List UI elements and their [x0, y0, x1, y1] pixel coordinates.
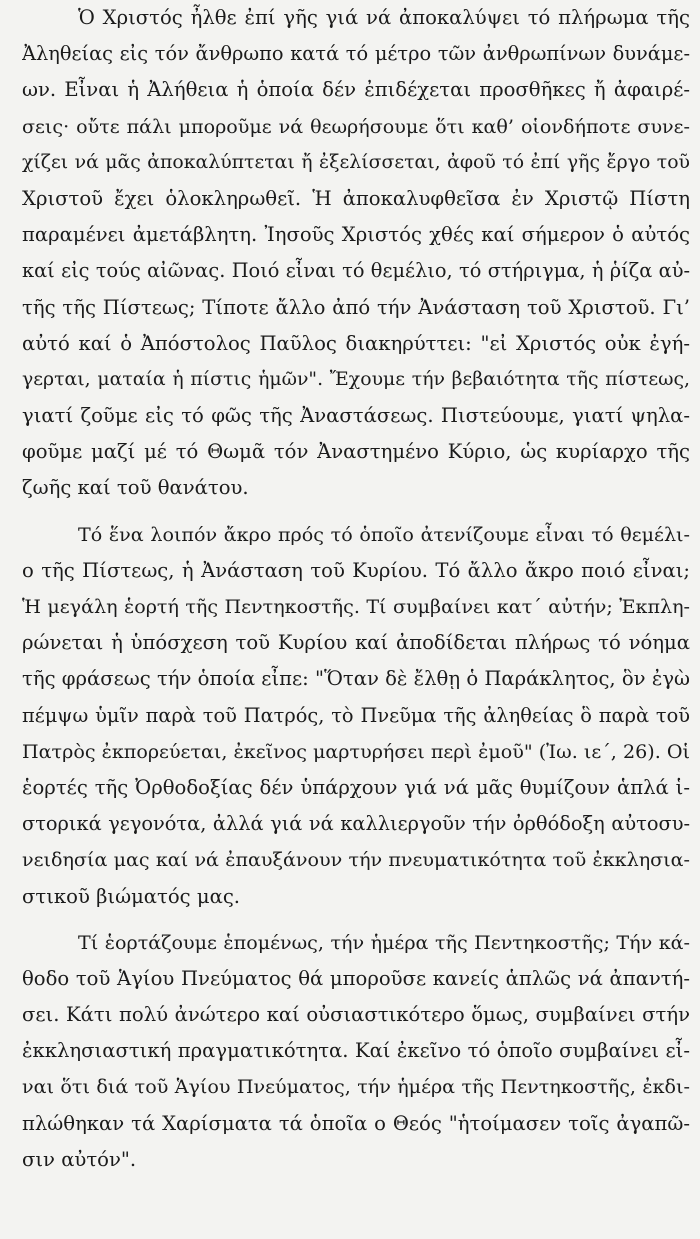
text-line: σιν αὐτόν". [22, 1147, 137, 1171]
text-line: σει. Κάτι πολύ ἀνώτερο καί οὐσιαστικότερο ὅμως, συμβαίνει στήν [22, 1003, 690, 1027]
text-line: Τό ἕνα λοιπόν ἄκρο πρός τό ὁποῖο ἀτενίζουμε εἶναι τό θεμέλι- [78, 522, 690, 546]
text-line: Τί ἑορτάζουμε ἑπομένως, τήν ἡμέρα τῆς Πεντηκοστῆς; Τήν κά- [78, 930, 690, 954]
text-line: γερται, ματαία ἡ πίστις ἡμῶν". Ἔχουμε τήν βεβαιότητα τῆς πίστεως, [22, 368, 690, 390]
text-line: ζωῆς καί τοῦ θανάτου. [22, 476, 249, 500]
text-line: ἐκκλησιαστική πραγματικότητα. Καί ἐκεῖνο τό ὁποῖο συμβαίνει εἶ- [22, 1039, 690, 1063]
text-line: ο τῆς Πίστεως, ἡ Ἀνάσταση τοῦ Κυρίου. Τό ἄλλο ἄκρο ποιό εἶναι; [22, 558, 690, 582]
text-line: στικοῦ βιώματός μας. [22, 884, 241, 908]
text-line: ρώνεται ἡ ὑπόσχεση τοῦ Κυρίου καί ἀποδίδεται πλήρως τό νόημα [22, 631, 690, 655]
paragraph-3 [22, 925, 690, 1178]
text-line: παραμένει ἀμετάβλητη. Ἰησοῦς Χριστός χθές καί σήμερον ὁ αὐτός [22, 223, 690, 247]
text-line: πλώθηκαν τά Χαρίσματα τά ὁποῖα ο Θεός "ἡτοίμασεν τοῖς ἀγαπῶ- [22, 1111, 690, 1135]
text-line: Ὁ Χριστός ἦλθε ἐπί γῆς γιά νά ἀποκαλύψει τό πλήρωμα τῆς [78, 6, 690, 29]
text-line: καί εἰς τούς αἰῶνας. Ποιό εἶναι τό θεμέλιο, τό στήριγμα, ἡ ῥίζα αὐ- [22, 259, 690, 283]
text-line: πέμψω ὑμῖν παρὰ τοῦ Πατρός, τὸ Πνεῦμα τῆς ἀληθείας ὃ παρὰ τοῦ [22, 703, 690, 727]
text-line: θοδο τοῦ Ἁγίου Πνεύματος θά μποροῦσε κανείς ἁπλῶς νά ἀπαντή- [22, 966, 690, 990]
text-line: γιατί ζοῦμε εἰς τό φῶς τῆς Ἀναστάσεως. Πιστεύουμε, γιατί ψηλα- [22, 404, 690, 428]
text-line: Πατρὸς ἐκπορεύεται, ἐκεῖνος μαρτυρήσει περὶ ἐμοῦ" (Ἰω. ιε΄, 26). Οἱ [22, 739, 690, 763]
text-line: ων. Εἶναι ἡ Ἀλήθεια ἡ ὁποία δέν ἐπιδέχεται προσθῆκες ἤ ἀφαιρέ- [22, 78, 690, 102]
text-line: χίζει νά μᾶς ἀποκαλύπτεται ἤ ἐξελίσσεται, ἀφοῦ τό ἐπί γῆς ἔργο τοῦ [22, 151, 690, 173]
text-line: στορικά γεγονότα, ἀλλά γιά νά καλλιεργοῦν τήν ὀρθόδοξη αὐτοσυ- [22, 812, 690, 836]
paragraph-1 [22, 0, 690, 507]
text-line: νειδησία μας καί νά ἐπαυξάνουν τήν πνευματικότητα τοῦ ἐκκλησια- [22, 848, 690, 872]
text-line: ἑορτές τῆς Ὀρθοδοξίας δέν ὑπάρχουν γιά νά μᾶς θυμίζουν ἁπλά ἱ- [22, 775, 690, 799]
text-line: Ἀληθείας εἰς τόν ἄνθρωπο κατά τό μέτρο τῶν ἀνθρωπίνων δυνάμε- [22, 42, 690, 66]
text-line: αὐτό καί ὁ Ἀπόστολος Παῦλος διακηρύττει: "εἰ Χριστός οὐκ ἐγή- [22, 331, 690, 355]
text-line: φοῦμε μαζί μέ τό Θωμᾶ τόν Ἀναστημένο Κύριο, ὡς κυρίαρχο τῆς [22, 440, 690, 464]
text-line: ναι ὅτι διά τοῦ Ἁγίου Πνεύματος, τήν ἡμέρα τῆς Πεντηκοστῆς, ἐκδι- [22, 1075, 690, 1099]
paragraph-2 [22, 517, 690, 915]
text-line: τῆς τῆς Πίστεως; Τίποτε ἄλλο ἀπό τήν Ἀνάσταση τοῦ Χριστοῦ. Γι’ [22, 295, 690, 319]
text-line: τῆς φράσεως τήν ὁποία εἶπε: "Ὅταν δὲ ἔλθῃ ὁ Παράκλητος, ὃν ἐγὼ [22, 667, 690, 691]
text-line: Ἡ μεγάλη ἑορτή τῆς Πεντηκοστῆς. Τί συμβαίνει κατ΄ αὐτήν; Ἐκπλη- [22, 595, 690, 618]
text-line: Χριστοῦ ἔχει ὁλοκληρωθεῖ. Ἡ ἀποκαλυφθεῖσα ἐν Χριστῷ Πίστη [22, 186, 690, 210]
text-line: σεις· οὔτε πάλι μποροῦμε νά θεωρήσουμε ὅτι καθ’ οἱονδήποτε συνε- [22, 114, 690, 138]
